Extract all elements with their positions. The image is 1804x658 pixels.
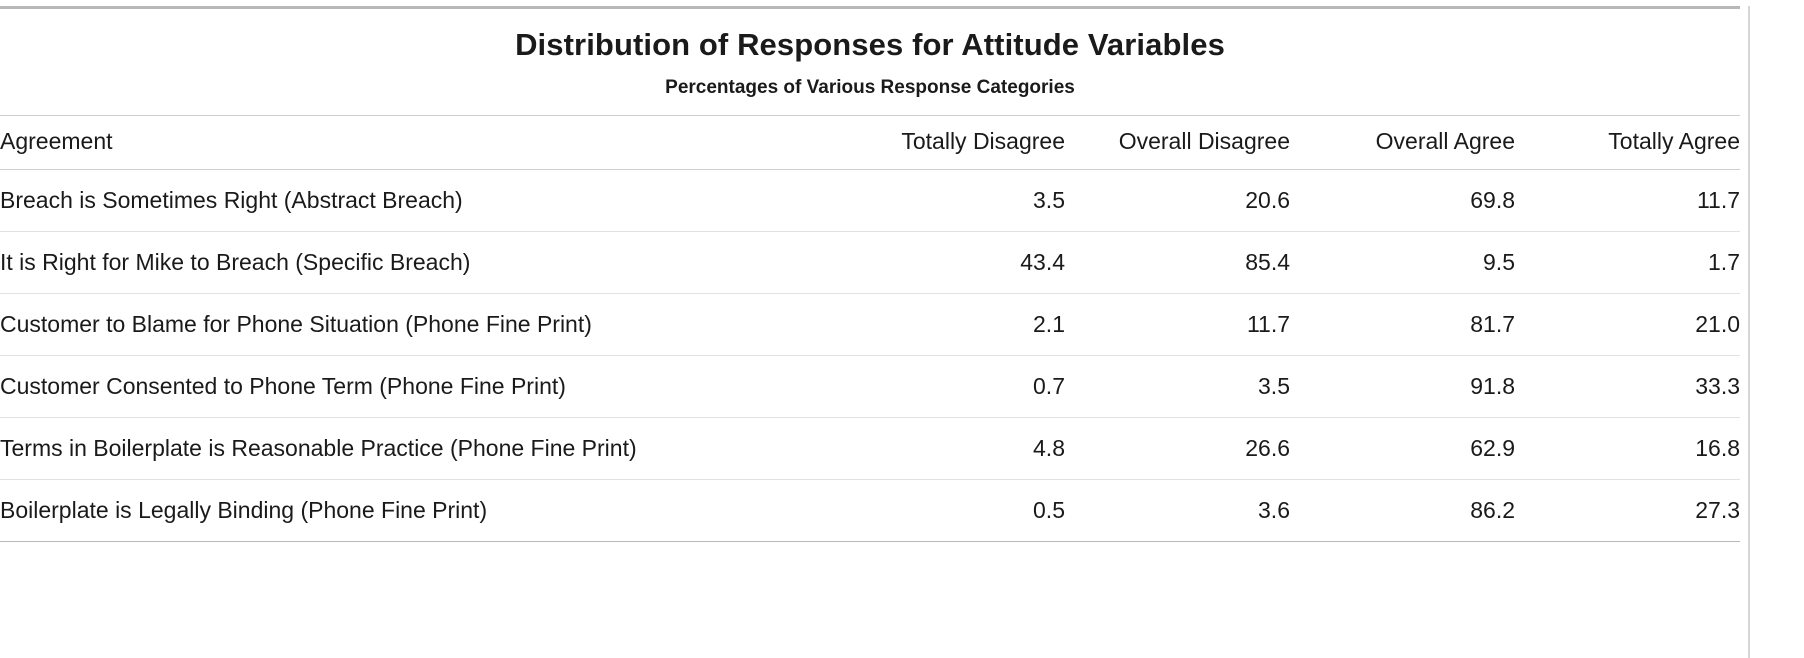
row-label: Breach is Sometimes Right (Abstract Breach) [0,170,840,232]
cell-overall-disagree: 3.5 [1065,356,1290,418]
cell-overall-agree: 81.7 [1290,294,1515,356]
cell-totally-agree: 1.7 [1515,232,1740,294]
document-page [0,6,1804,658]
cell-totally-disagree: 0.7 [840,356,1065,418]
table-header-row [0,116,1740,170]
cell-totally-disagree: 2.1 [840,294,1065,356]
column-header-totally-agree: Totally Agree [1515,116,1740,170]
table-row [0,418,1740,480]
cell-totally-disagree: 3.5 [840,170,1065,232]
table-row [0,356,1740,418]
row-label: Customer Consented to Phone Term (Phone Fine Print) [0,356,840,418]
page-subtitle: Percentages of Various Response Categories [665,77,1075,98]
table-body [0,170,1740,542]
page-right-margin [1750,6,1804,658]
table-row [0,294,1740,356]
row-label: It is Right for Mike to Breach (Specific Breach) [0,232,840,294]
row-label: Terms in Boilerplate is Reasonable Practice (Phone Fine Print) [0,418,840,480]
column-header-overall-agree: Overall Agree [1290,116,1515,170]
cell-overall-agree: 69.8 [1290,170,1515,232]
cell-overall-agree: 86.2 [1290,480,1515,542]
page-title: Distribution of Responses for Attitude Variables [515,27,1225,62]
cell-overall-disagree: 20.6 [1065,170,1290,232]
table-header [0,116,1740,170]
table-row [0,170,1740,232]
cell-overall-disagree: 85.4 [1065,232,1290,294]
cell-overall-disagree: 11.7 [1065,294,1290,356]
cell-totally-disagree: 43.4 [840,232,1065,294]
row-label: Customer to Blame for Phone Situation (Phone Fine Print) [0,294,840,356]
cell-overall-disagree: 3.6 [1065,480,1290,542]
table-container [0,6,1740,542]
cell-overall-disagree: 26.6 [1065,418,1290,480]
cell-totally-agree: 16.8 [1515,418,1740,480]
column-header-overall-disagree: Overall Disagree [1065,116,1290,170]
cell-overall-agree: 9.5 [1290,232,1515,294]
cell-totally-agree: 11.7 [1515,170,1740,232]
table-row [0,232,1740,294]
cell-overall-agree: 91.8 [1290,356,1515,418]
cell-totally-agree: 21.0 [1515,294,1740,356]
column-header-agreement: Agreement [0,116,840,170]
attitude-variables-table [0,115,1740,542]
cell-totally-agree: 33.3 [1515,356,1740,418]
cell-totally-agree: 27.3 [1515,480,1740,542]
cell-overall-agree: 62.9 [1290,418,1515,480]
row-label: Boilerplate is Legally Binding (Phone Fine Print) [0,480,840,542]
cell-totally-disagree: 4.8 [840,418,1065,480]
table-row [0,480,1740,542]
column-header-totally-disagree: Totally Disagree [840,116,1065,170]
cell-totally-disagree: 0.5 [840,480,1065,542]
